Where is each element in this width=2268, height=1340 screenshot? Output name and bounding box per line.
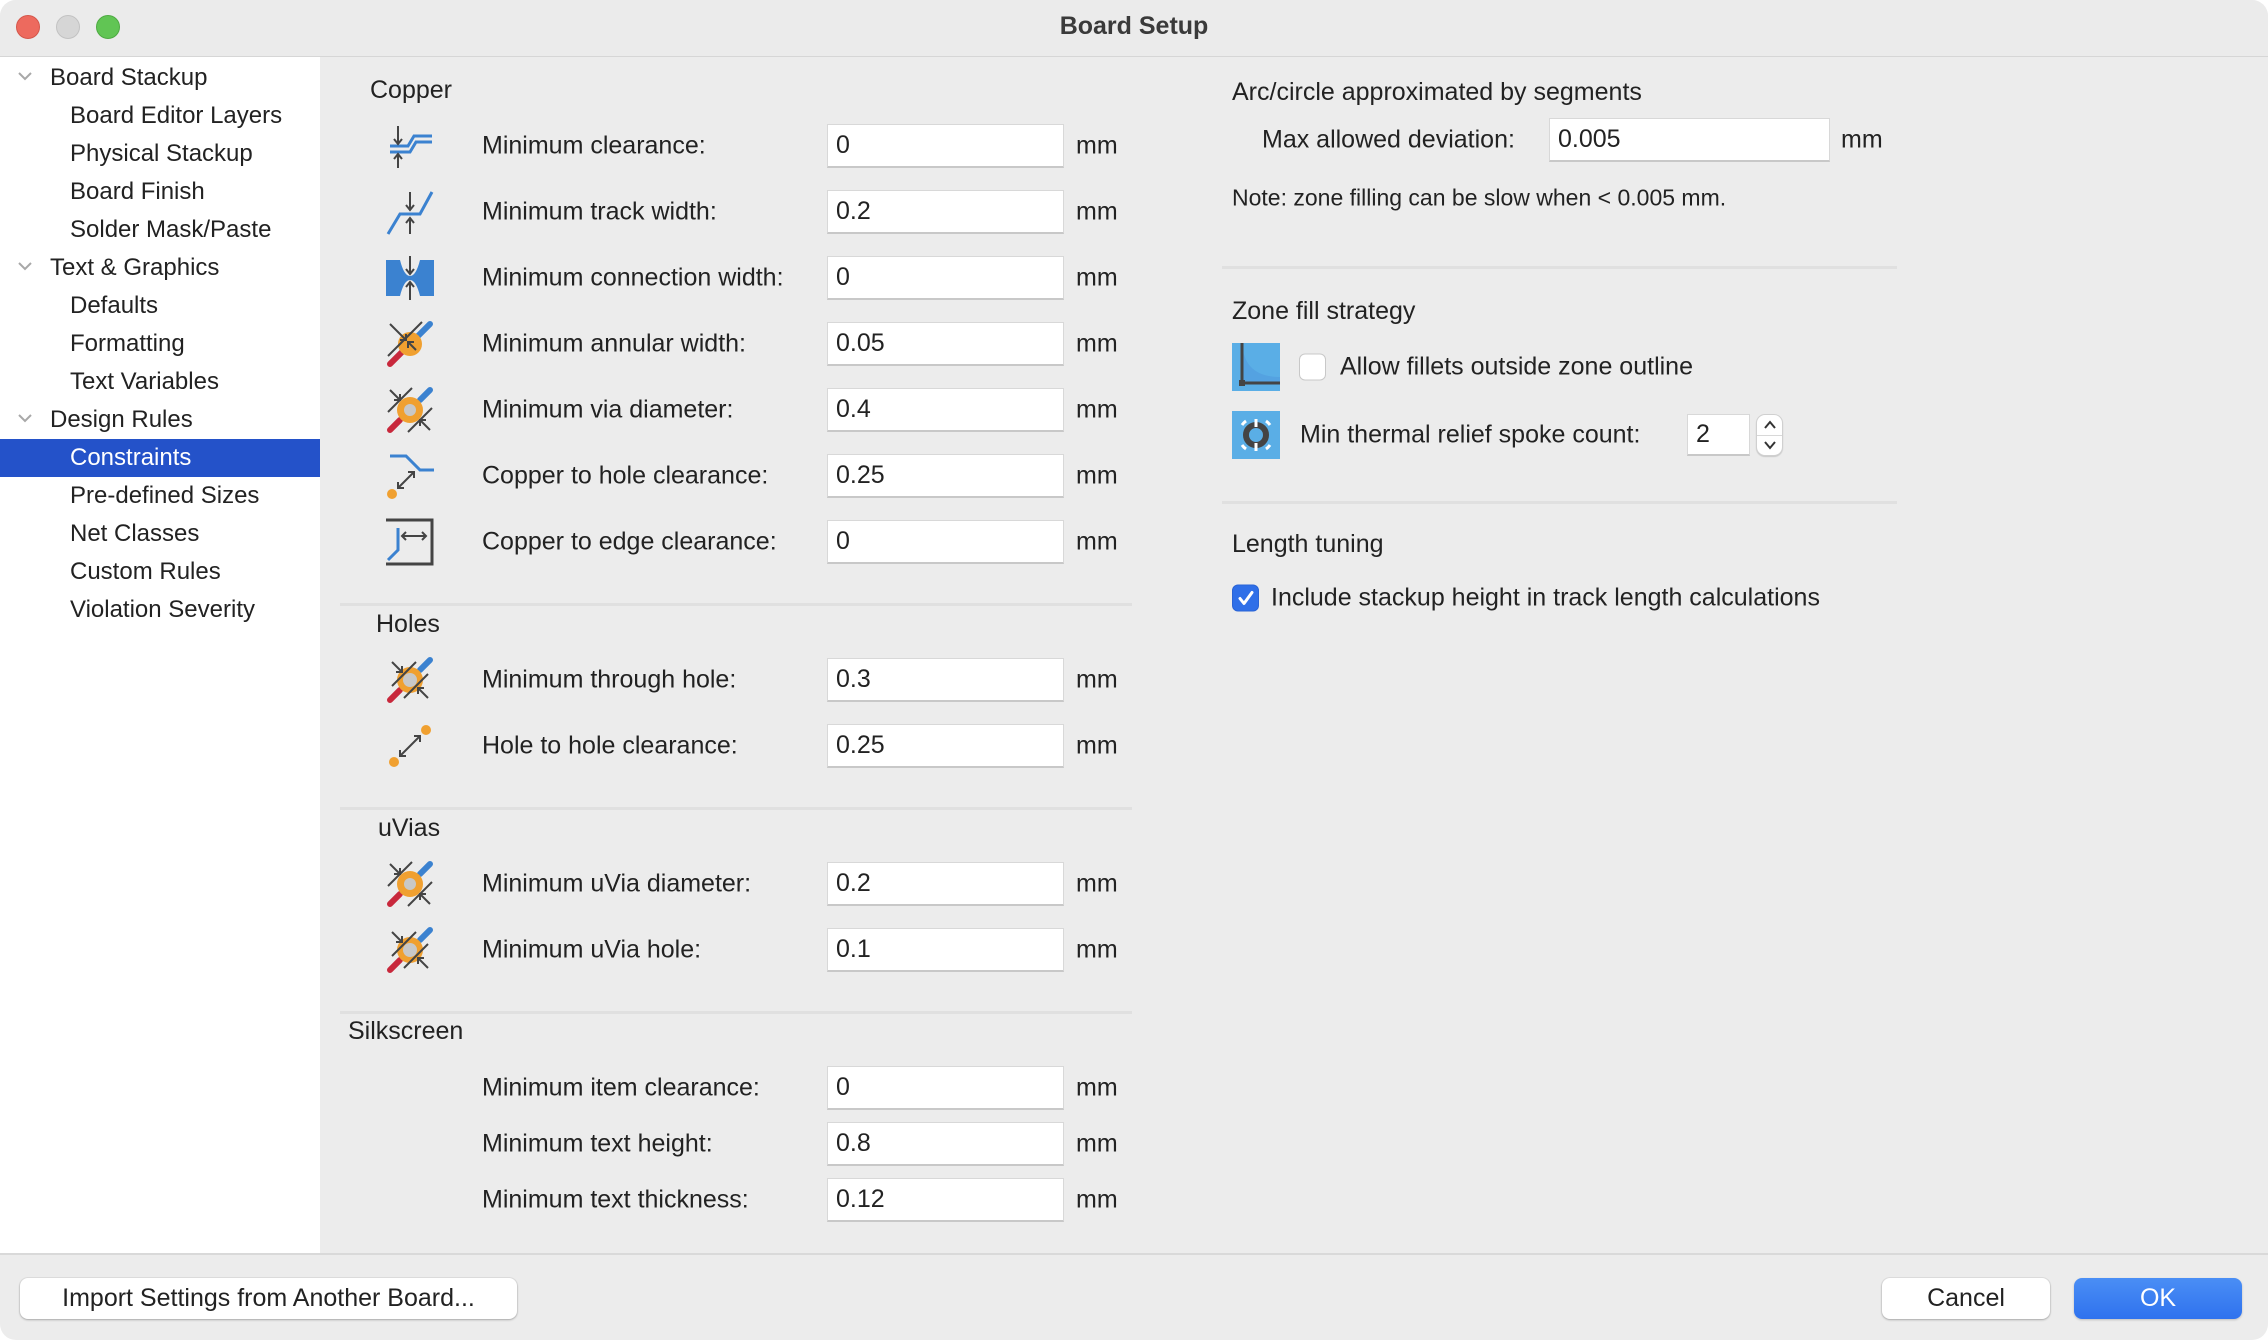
min-uvia-diameter-input[interactable]: 0.2 (827, 862, 1064, 906)
tree-item-label: Text Variables (70, 368, 219, 395)
tree-item-label: Constraints (70, 444, 192, 471)
min-text-thickness-label: Minimum text thickness: (482, 1185, 749, 1214)
min-annular-width-unit: mm (1076, 329, 1118, 358)
tree-item-design-rules[interactable] (0, 401, 320, 439)
tree-item-text-variables[interactable] (0, 363, 320, 401)
checkmark-icon (1236, 589, 1256, 609)
chevron-down-icon[interactable] (16, 409, 34, 427)
min-uvia-diameter-unit: mm (1076, 869, 1118, 898)
chevron-up-icon[interactable] (1762, 418, 1778, 432)
section-divider (340, 1011, 1132, 1014)
annular-width-icon (386, 320, 434, 368)
min-text-thickness-unit: mm (1076, 1185, 1118, 1214)
tree-item-board-finish[interactable] (0, 173, 320, 211)
window-title: Board Setup (1059, 12, 1209, 40)
min-track-width-input[interactable]: 0.2 (827, 190, 1064, 234)
zone-fill-section-header: Zone fill strategy (1232, 297, 1416, 325)
chevron-down-icon[interactable] (1762, 438, 1778, 452)
tree-item-label: Board Editor Layers (70, 102, 283, 129)
track-width-icon (386, 188, 434, 236)
copper-edge-clearance-label: Copper to edge clearance: (482, 527, 777, 556)
section-divider (340, 603, 1132, 606)
uvia-diameter-icon (386, 860, 434, 908)
min-annular-width-input[interactable]: 0.05 (827, 322, 1064, 366)
min-item-clearance-unit: mm (1076, 1073, 1118, 1102)
tree-item-label: Solder Mask/Paste (70, 216, 272, 243)
tree-item-formatting[interactable] (0, 325, 320, 363)
chevron-down-icon[interactable] (16, 67, 34, 85)
tree-item-violation-severity[interactable] (0, 591, 320, 629)
arc-section-header: Arc/circle approximated by segments (1232, 78, 1642, 106)
spoke-count-input[interactable]: 2 (1687, 414, 1750, 456)
tree-item-physical-stackup[interactable] (0, 135, 320, 173)
silkscreen-section-header: Silkscreen (348, 1017, 464, 1045)
through-hole-icon (386, 656, 434, 704)
ok-button[interactable]: OK (2074, 1278, 2242, 1319)
tree-item-predefined-sizes[interactable] (0, 477, 320, 515)
min-uvia-hole-label: Minimum uVia hole: (482, 935, 702, 964)
tree-item-label: Violation Severity (70, 596, 255, 623)
min-through-hole-unit: mm (1076, 665, 1118, 694)
allow-fillets-checkbox[interactable] (1299, 354, 1326, 381)
min-text-height-input[interactable]: 0.8 (827, 1122, 1064, 1166)
clearance-icon (386, 122, 434, 170)
connection-width-icon (386, 254, 434, 302)
zone-fill-note: Note: zone filling can be slow when < 0.005 mm. (1232, 184, 1727, 211)
min-through-hole-input[interactable]: 0.3 (827, 658, 1064, 702)
chevron-down-icon[interactable] (16, 257, 34, 275)
min-clearance-input[interactable]: 0 (827, 124, 1064, 168)
hole-hole-clearance-input[interactable]: 0.25 (827, 724, 1064, 768)
max-deviation-unit: mm (1841, 125, 1883, 154)
cancel-button[interactable]: Cancel (1882, 1278, 2050, 1319)
tree-item-board-stackup[interactable] (0, 59, 320, 97)
tree-item-label: Design Rules (50, 406, 193, 433)
min-via-diameter-unit: mm (1076, 395, 1118, 424)
hole-hole-clearance-icon (386, 722, 434, 770)
min-clearance-label: Minimum clearance: (482, 131, 706, 160)
tree-item-label: Pre-defined Sizes (70, 482, 260, 509)
via-diameter-icon (386, 386, 434, 434)
uvias-section-header: uVias (378, 814, 441, 842)
max-deviation-label: Max allowed deviation: (1262, 125, 1515, 154)
copper-hole-clearance-label: Copper to hole clearance: (482, 461, 769, 490)
uvia-hole-icon (386, 926, 434, 974)
hole-hole-clearance-unit: mm (1076, 731, 1118, 760)
tree-item-constraints[interactable] (0, 439, 320, 477)
tree-item-label: Physical Stackup (70, 140, 253, 167)
title-bar (0, 0, 2268, 57)
copper-edge-clearance-input[interactable]: 0 (827, 520, 1064, 564)
copper-hole-clearance-input[interactable]: 0.25 (827, 454, 1064, 498)
tree-item-label: Formatting (70, 330, 185, 357)
min-item-clearance-label: Minimum item clearance: (482, 1073, 760, 1102)
min-via-diameter-input[interactable]: 0.4 (827, 388, 1064, 432)
thermal-relief-icon (1232, 411, 1280, 459)
min-track-width-unit: mm (1076, 197, 1118, 226)
min-annular-width-label: Minimum annular width: (482, 329, 746, 358)
section-divider (340, 807, 1132, 810)
copper-section-header: Copper (370, 76, 452, 104)
min-uvia-hole-unit: mm (1076, 935, 1118, 964)
min-item-clearance-input[interactable]: 0 (827, 1066, 1064, 1110)
tree-item-label: Net Classes (70, 520, 200, 547)
tree-item-label: Defaults (70, 292, 159, 319)
include-stackup-checkbox[interactable] (1232, 585, 1259, 612)
min-uvia-hole-input[interactable]: 0.1 (827, 928, 1064, 972)
tree-item-text-graphics[interactable] (0, 249, 320, 287)
section-divider (1222, 501, 1897, 504)
allow-fillets-label: Allow fillets outside zone outline (1340, 352, 1693, 381)
min-via-diameter-label: Minimum via diameter: (482, 395, 734, 424)
min-connection-width-label: Minimum connection width: (482, 263, 784, 292)
tree-item-defaults[interactable] (0, 287, 320, 325)
min-uvia-diameter-label: Minimum uVia diameter: (482, 869, 752, 898)
copper-edge-clearance-unit: mm (1076, 527, 1118, 556)
copper-hole-clearance-icon (386, 452, 434, 500)
footer-divider (0, 1253, 2268, 1255)
tree-item-label: Board Finish (70, 178, 205, 205)
settings-tree (0, 57, 320, 1253)
tree-item-solder-mask-paste[interactable] (0, 211, 320, 249)
tree-item-custom-rules[interactable] (0, 553, 320, 591)
min-connection-width-input[interactable]: 0 (827, 256, 1064, 300)
min-connection-width-unit: mm (1076, 263, 1118, 292)
spoke-count-spinner[interactable] (1756, 414, 1783, 456)
copper-edge-clearance-icon (386, 518, 434, 566)
fillet-icon (1232, 343, 1280, 391)
tree-item-label: Custom Rules (70, 558, 221, 585)
min-text-thickness-input[interactable]: 0.12 (827, 1178, 1064, 1222)
tree-item-net-classes[interactable] (0, 515, 320, 553)
import-settings-button[interactable]: Import Settings from Another Board... (20, 1278, 517, 1319)
section-divider (1222, 266, 1897, 269)
length-tuning-section-header: Length tuning (1232, 530, 1384, 558)
include-stackup-label: Include stackup height in track length calculations (1271, 583, 1820, 612)
holes-section-header: Holes (376, 610, 440, 638)
min-text-height-label: Minimum text height: (482, 1129, 713, 1158)
min-through-hole-label: Minimum through hole: (482, 665, 737, 694)
min-track-width-label: Minimum track width: (482, 197, 717, 226)
copper-hole-clearance-unit: mm (1076, 461, 1118, 490)
min-text-height-unit: mm (1076, 1129, 1118, 1158)
spinner-divider (1757, 435, 1782, 436)
tree-item-label: Text & Graphics (50, 254, 220, 281)
hole-hole-clearance-label: Hole to hole clearance: (482, 731, 738, 760)
min-clearance-unit: mm (1076, 131, 1118, 160)
tree-item-label: Board Stackup (50, 64, 208, 91)
tree-item-board-editor-layers[interactable] (0, 97, 320, 135)
spoke-count-label: Min thermal relief spoke count: (1300, 420, 1641, 449)
max-deviation-input[interactable]: 0.005 (1549, 118, 1830, 162)
